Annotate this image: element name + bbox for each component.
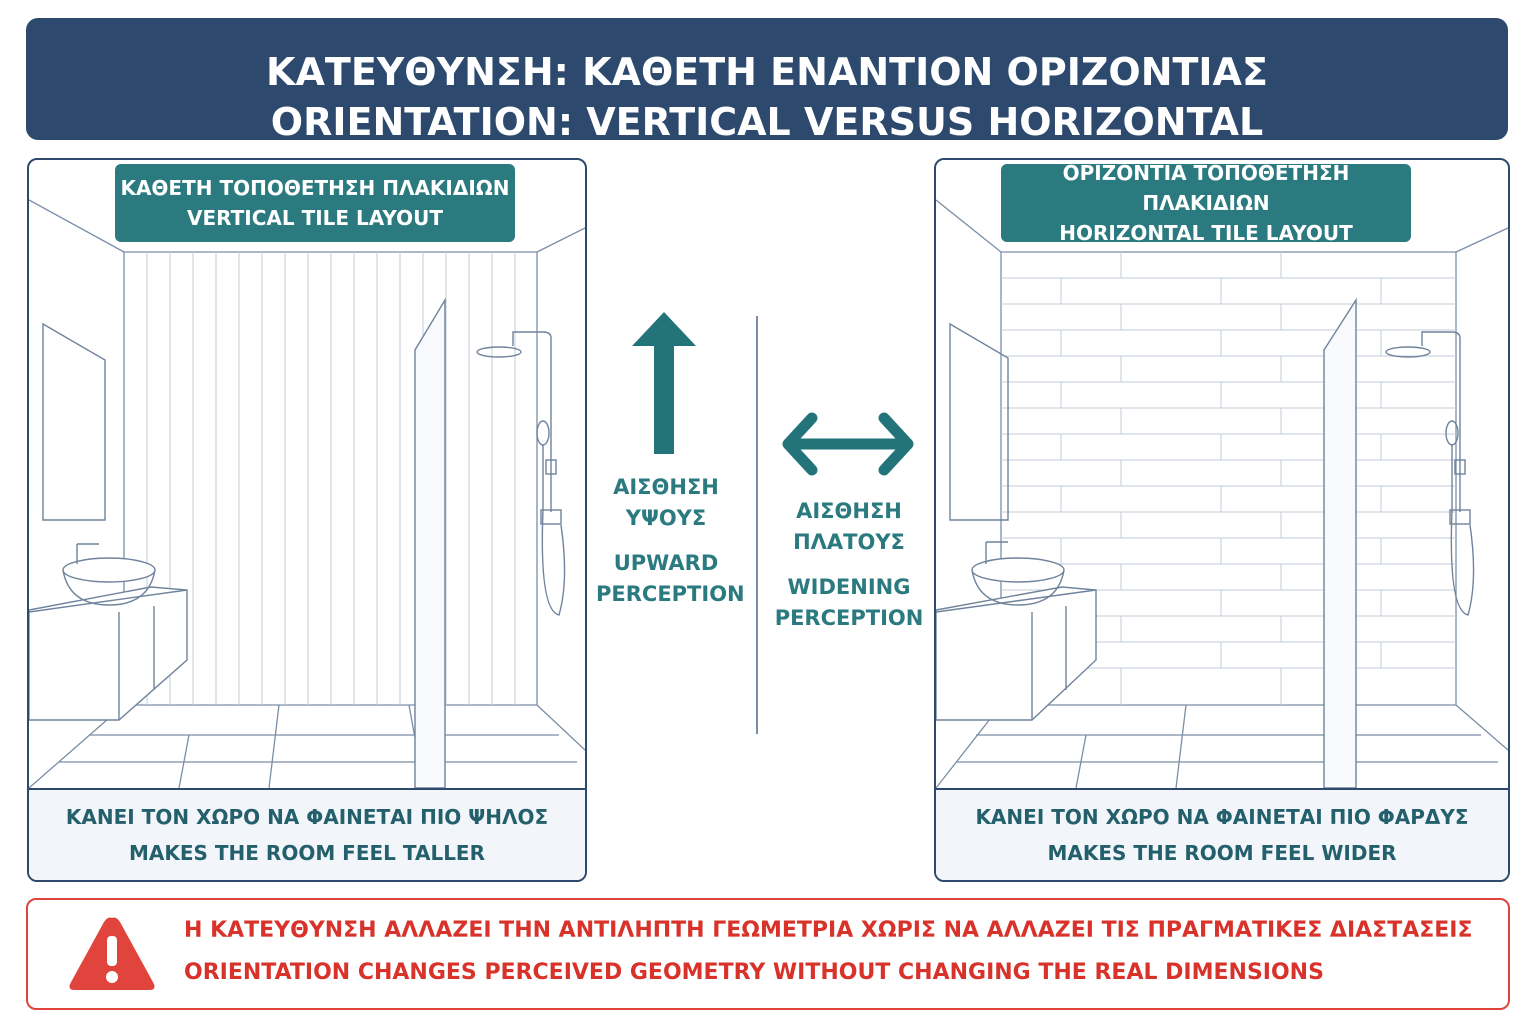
upward-greek-1: ΑΙΣΘΗΣΗ [613, 475, 719, 499]
vertical-caption [29, 788, 585, 882]
warning-triangle-icon [66, 914, 158, 994]
upward-english-1: UPWARD [613, 551, 719, 575]
horizontal-layout-label [1001, 161, 1411, 245]
horizontal-bathroom-illustration [936, 160, 1508, 880]
horizontal-label-greek: ΟΡΙΖΟΝΤΙΑ ΤΟΠΟΘΕΤΗΣΗ ΠΛΑΚΙΔΙΩΝ [1062, 161, 1350, 215]
vertical-caption-english: MAKES THE ROOM FEEL TALLER [129, 841, 485, 865]
vertical-bathroom-illustration [29, 160, 585, 880]
center-divider [756, 316, 758, 734]
widening-english-2: PERCEPTION [774, 606, 924, 630]
vertical-label-english: VERTICAL TILE LAYOUT [186, 206, 443, 230]
title-greek: ΚΑΤΕΥΘΥΝΣΗ: ΚΑΘΕΤΗ ΕΝΑΝΤΙΟΝ ΟΡΙΖΟΝΤΙΑΣ [266, 50, 1268, 94]
vertical-caption-greek: ΚΑΝΕΙ ΤΟΝ ΧΩΡΟ ΝΑ ΦΑΙΝΕΤΑΙ ΠΙΟ ΨΗΛΟΣ [65, 805, 549, 829]
warning-text-greek: Η ΚΑΤΕΥΘΥΝΣΗ ΑΛΛΑΖΕΙ ΤΗΝ ΑΝΤΙΛΗΠΤΗ ΓΕΩΜΕΤΡΙΑ ΧΩΡΙΣ ΝΑ ΑΛΛΑΖΕΙ ΤΙΣ ΠΡΑΓΜΑΤΙΚΕΣ ΔΙΑΣΤΑΣΕΙΣ [184, 918, 1473, 943]
title-english: ORIENTATION: VERTICAL VERSUS HORIZONTAL [270, 100, 1264, 144]
warning-text-english: ORIENTATION CHANGES PERCEIVED GEOMETRY WITHOUT CHANGING THE REAL DIMENSIONS [184, 960, 1324, 985]
widening-greek-2: ΠΛΑΤΟΥΣ [793, 530, 905, 554]
widening-greek-1: ΑΙΣΘΗΣΗ [796, 499, 902, 523]
warning-box [26, 898, 1510, 1010]
upward-english-2: PERCEPTION [596, 582, 745, 606]
horizontal-caption [936, 788, 1508, 882]
vertical-layout-label [115, 164, 515, 242]
arrow-left-right-icon [782, 412, 916, 476]
horizontal-layout-panel [934, 158, 1510, 882]
arrow-up-icon [630, 312, 702, 458]
title-bar [26, 18, 1508, 144]
widening-english-1: WIDENING [787, 575, 911, 599]
upward-perception-label [596, 472, 745, 610]
vertical-label-greek: ΚΑΘΕΤΗ ΤΟΠΟΘΕΤΗΣΗ ΠΛΑΚΙΔΙΩΝ [120, 176, 510, 200]
widening-perception-label [772, 496, 926, 634]
upward-greek-2: ΥΨΟΥΣ [625, 506, 707, 530]
vertical-layout-panel [27, 158, 587, 882]
horizontal-caption-greek: ΚΑΝΕΙ ΤΟΝ ΧΩΡΟ ΝΑ ΦΑΙΝΕΤΑΙ ΠΙΟ ΦΑΡΔΥΣ [975, 805, 1469, 829]
horizontal-caption-english: MAKES THE ROOM FEEL WIDER [1047, 841, 1397, 865]
horizontal-label-english: HORIZONTAL TILE LAYOUT [1059, 221, 1353, 245]
